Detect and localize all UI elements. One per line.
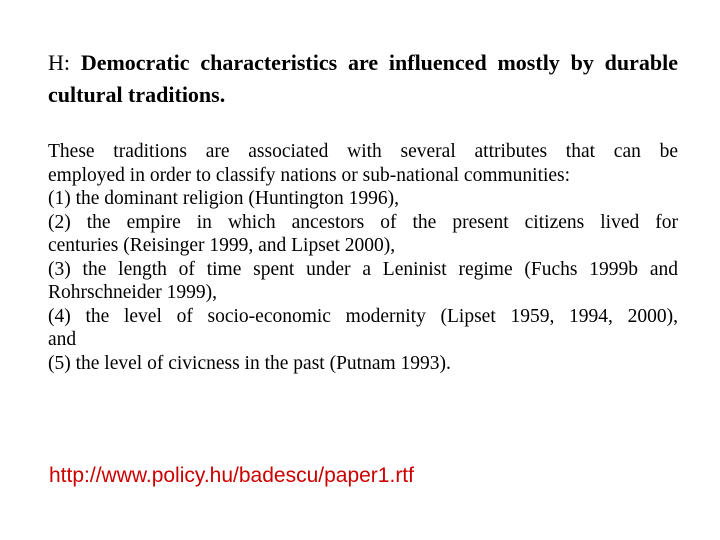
list-item-leninist-cont: Rohrschneider 1999),	[48, 282, 217, 303]
hypothesis-prefix: H:	[48, 50, 70, 75]
source-link[interactable]: http://www.policy.hu/badescu/paper1.rtf	[49, 464, 414, 487]
hypothesis-heading	[48, 47, 678, 111]
list-item-leninist: (3) the length of time spent under a Leninist regime (Fuchs 1999b and	[48, 258, 678, 280]
list-item-modernity-cont: and	[48, 329, 77, 350]
list-item-empire-cont: centuries (Reisinger 1999, and Lipset 2000),	[48, 235, 396, 256]
list-item-modernity: (4) the level of socio-economic modernity (Lipset 1959, 1994, 2000),	[48, 305, 678, 327]
body-paragraph	[48, 140, 678, 375]
hypothesis-statement: Democratic characteristics are influenced mostly by durable cultural traditions.	[48, 50, 678, 107]
body-line-intro: These traditions are associated with several attributes that can be	[48, 141, 678, 162]
list-item-civicness: (5) the level of civicness in the past (Putnam 1993).	[48, 352, 451, 374]
list-item-religion: (1) the dominant religion (Huntington 1996),	[48, 188, 399, 209]
body-line-intro-cont: employed in order to classify nations or sub-national communities:	[48, 164, 571, 186]
list-item-empire: (2) the empire in which ancestors of the present citizens lived for	[48, 211, 678, 233]
